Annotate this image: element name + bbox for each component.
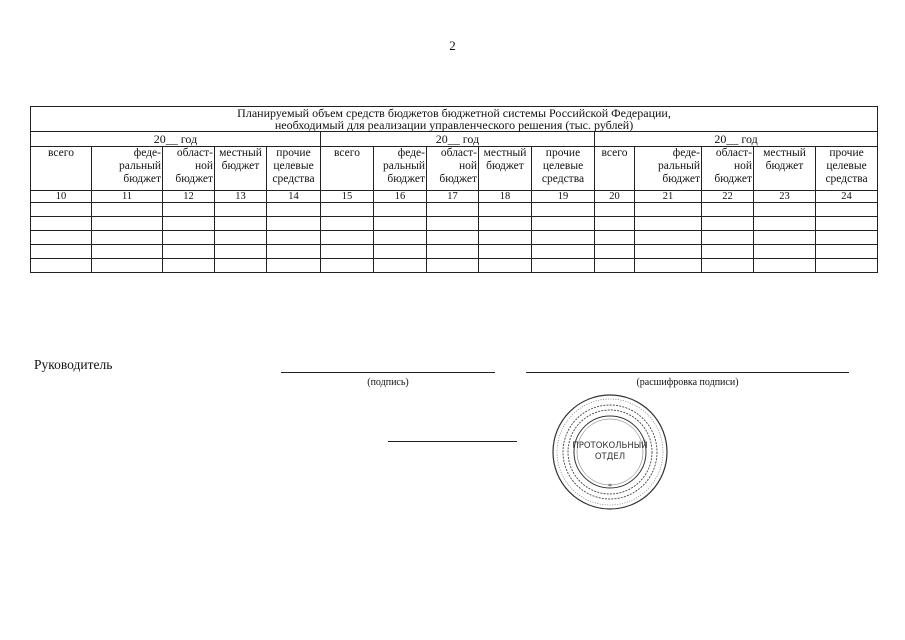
table-cell [321,245,374,259]
table-cell [427,203,479,217]
table-cell [31,231,92,245]
column-header-federal-budget: феде- ральный бюджет [635,147,702,191]
table-cell [163,203,215,217]
table-cell [754,217,816,231]
table-cell [595,259,635,273]
table-cell [163,231,215,245]
column-header-regional-budget: област- ной бюджет [163,147,215,191]
signature-decoding-line [526,372,849,373]
table-cell [267,245,321,259]
column-number: 17 [427,191,479,203]
column-header-total: всего [31,147,92,191]
column-number: 15 [321,191,374,203]
table-cell [92,245,163,259]
column-header-other-funds: прочие целевые средства [532,147,595,191]
table-cell [92,203,163,217]
table-cell [427,259,479,273]
column-number: 14 [267,191,321,203]
table-cell [702,245,754,259]
table-cell [635,259,702,273]
table-cell [427,231,479,245]
signature-line [281,372,495,373]
table-cell [595,231,635,245]
table-cell [374,231,427,245]
column-number: 18 [479,191,532,203]
table-cell [754,231,816,245]
year-header-2: 20__ год [321,132,595,147]
table-cell [754,259,816,273]
stamp-center-text-1: ПРОТОКОЛЬНЫЙ [572,441,648,451]
column-header-total: всего [321,147,374,191]
table-cell [215,245,267,259]
table-cell [427,217,479,231]
column-header-other-funds: прочие целевые средства [267,147,321,191]
table-cell [31,217,92,231]
table-cell [31,245,92,259]
table-cell [163,259,215,273]
column-header-regional-budget: област- ной бюджет [427,147,479,191]
table-title-line-2: необходимый для реализации управленческого решения (тыс. рублей) [274,118,634,132]
table-cell [92,217,163,231]
table-cell [595,217,635,231]
table-cell [702,231,754,245]
column-number-row [31,191,878,203]
table-row [31,245,878,259]
table-cell [374,259,427,273]
column-number: 23 [754,191,816,203]
column-header-federal-budget: феде- ральный бюджет [92,147,163,191]
column-number: 11 [92,191,163,203]
column-number: 24 [816,191,878,203]
column-number: 12 [163,191,215,203]
table-cell [215,259,267,273]
table-cell [816,231,878,245]
stamp-center-text-2: ОТДЕЛ [594,452,626,462]
table-cell [427,245,479,259]
column-number: 20 [595,191,635,203]
column-number: 13 [215,191,267,203]
table-cell [92,231,163,245]
year-header-3: 20__ год [595,132,878,147]
table-cell [479,259,532,273]
table-cell [479,245,532,259]
year-header-1: 20__ год [31,132,321,147]
table-cell [532,203,595,217]
table-cell [532,245,595,259]
table-title-line-1: Планируемый объем средств бюджетов бюджетной системы Российской Федерации, [237,106,671,120]
table-row [31,203,878,217]
table-cell [479,217,532,231]
svg-text:*: * [608,482,612,491]
table-cell [374,217,427,231]
table-cell [532,259,595,273]
table-cell [92,259,163,273]
table-cell [215,217,267,231]
table-cell [321,231,374,245]
column-header-other-funds: прочие целевые средства [816,147,878,191]
column-header-federal-budget: феде- ральный бюджет [374,147,427,191]
table-cell [31,203,92,217]
table-cell [163,245,215,259]
table-cell [754,203,816,217]
column-header-local-budget: местный бюджет [479,147,532,191]
column-header-local-budget: местный бюджет [754,147,816,191]
table-cell [595,245,635,259]
table-cell [702,259,754,273]
table-cell [532,231,595,245]
column-number: 21 [635,191,702,203]
table-row [31,217,878,231]
table-cell [816,259,878,273]
column-header-local-budget: местный бюджет [215,147,267,191]
signature-caption: (подпись) [367,377,409,388]
table-cell [635,217,702,231]
column-header-regional-budget: област- ной бюджет [702,147,754,191]
table-cell [635,245,702,259]
official-stamp [550,392,670,512]
table-cell [816,203,878,217]
table-cell [816,217,878,231]
table-cell [321,259,374,273]
column-number: 22 [702,191,754,203]
table-cell [532,217,595,231]
table-row [31,231,878,245]
table-cell [702,217,754,231]
table-cell [479,231,532,245]
signer-role: Руководитель [34,357,113,372]
date-line [388,441,517,442]
table-cell [267,203,321,217]
table-cell [267,231,321,245]
table-cell [215,203,267,217]
table-cell [754,245,816,259]
table-cell [267,217,321,231]
page-number: 2 [449,38,456,53]
table-cell [163,217,215,231]
table-cell [374,203,427,217]
signature-decoding-caption: (расшифровка подписи) [636,377,739,388]
table-cell [595,203,635,217]
table-cell [635,203,702,217]
table-cell [816,245,878,259]
table-cell [321,217,374,231]
table-cell [702,203,754,217]
column-header-row [31,147,878,191]
table-title [31,107,878,132]
table-row [31,259,878,273]
table-cell [321,203,374,217]
column-number: 19 [532,191,595,203]
column-header-total: всего [595,147,635,191]
column-number: 16 [374,191,427,203]
column-number: 10 [31,191,92,203]
table-cell [31,259,92,273]
table-cell [374,245,427,259]
table-cell [635,231,702,245]
table-cell [215,231,267,245]
budget-table [30,106,878,273]
table-cell [267,259,321,273]
table-cell [479,203,532,217]
